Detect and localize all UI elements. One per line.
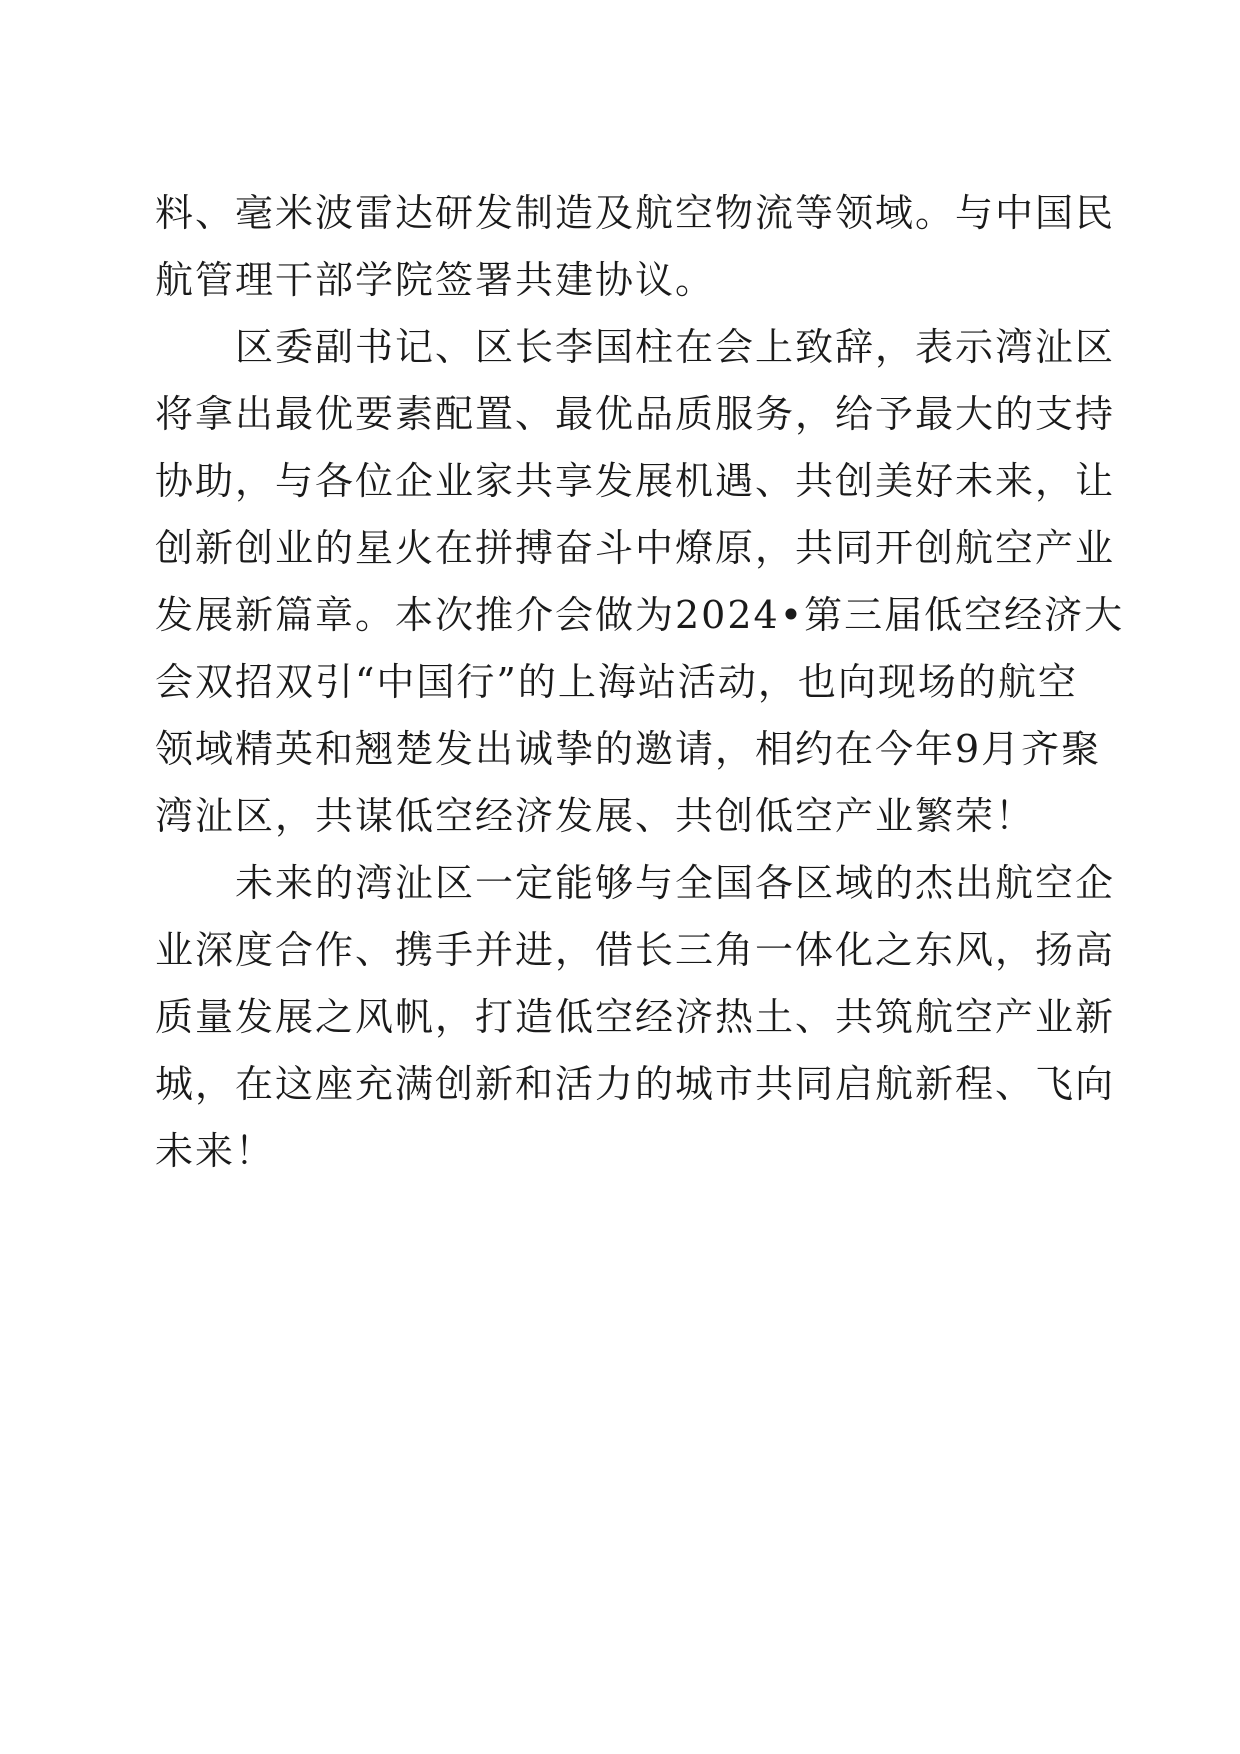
paragraph-2 [155, 314, 1125, 850]
text-line: 会双招双引“中国行”的上海站活动，也向现场的航空 [155, 660, 1078, 704]
text-line: 发展新篇章。本次推介会做为2024•第三届低空经济大 [155, 593, 1125, 637]
text-line: 领域精英和翘楚发出诚挚的邀请，相约在今年9月齐聚 [155, 727, 1102, 771]
text-line: 未来！ [155, 1129, 276, 1173]
text-line: 区委副书记、区长李国柱在会上致辞，表示湾沚区 [235, 325, 1116, 369]
text-line: 料、毫米波雷达研发制造及航空物流等领域。与中国民 [155, 191, 1116, 235]
paragraph-3 [155, 850, 1116, 1185]
text-line: 未来的湾沚区一定能够与全国各区域的杰出航空企 [235, 861, 1116, 905]
text-line: 航管理干部学院签署共建协议。 [155, 258, 716, 302]
text-line: 城，在这座充满创新和活力的城市共同启航新程、飞向 [155, 1062, 1116, 1106]
document-body [155, 180, 1125, 1185]
paragraph-1 [155, 180, 1116, 314]
text-line: 将拿出最优要素配置、最优品质服务，给予最大的支持 [155, 392, 1116, 436]
text-line: 质量发展之风帆，打造低空经济热土、共筑航空产业新 [155, 995, 1116, 1039]
text-line: 湾沚区，共谋低空经济发展、共创低空产业繁荣！ [155, 794, 1036, 838]
text-line: 创新创业的星火在拼搏奋斗中燎原，共同开创航空产业 [155, 526, 1116, 570]
text-line: 协助，与各位企业家共享发展机遇、共创美好未来，让 [155, 459, 1116, 503]
text-line: 业深度合作、携手并进，借长三角一体化之东风，扬高 [155, 928, 1116, 972]
